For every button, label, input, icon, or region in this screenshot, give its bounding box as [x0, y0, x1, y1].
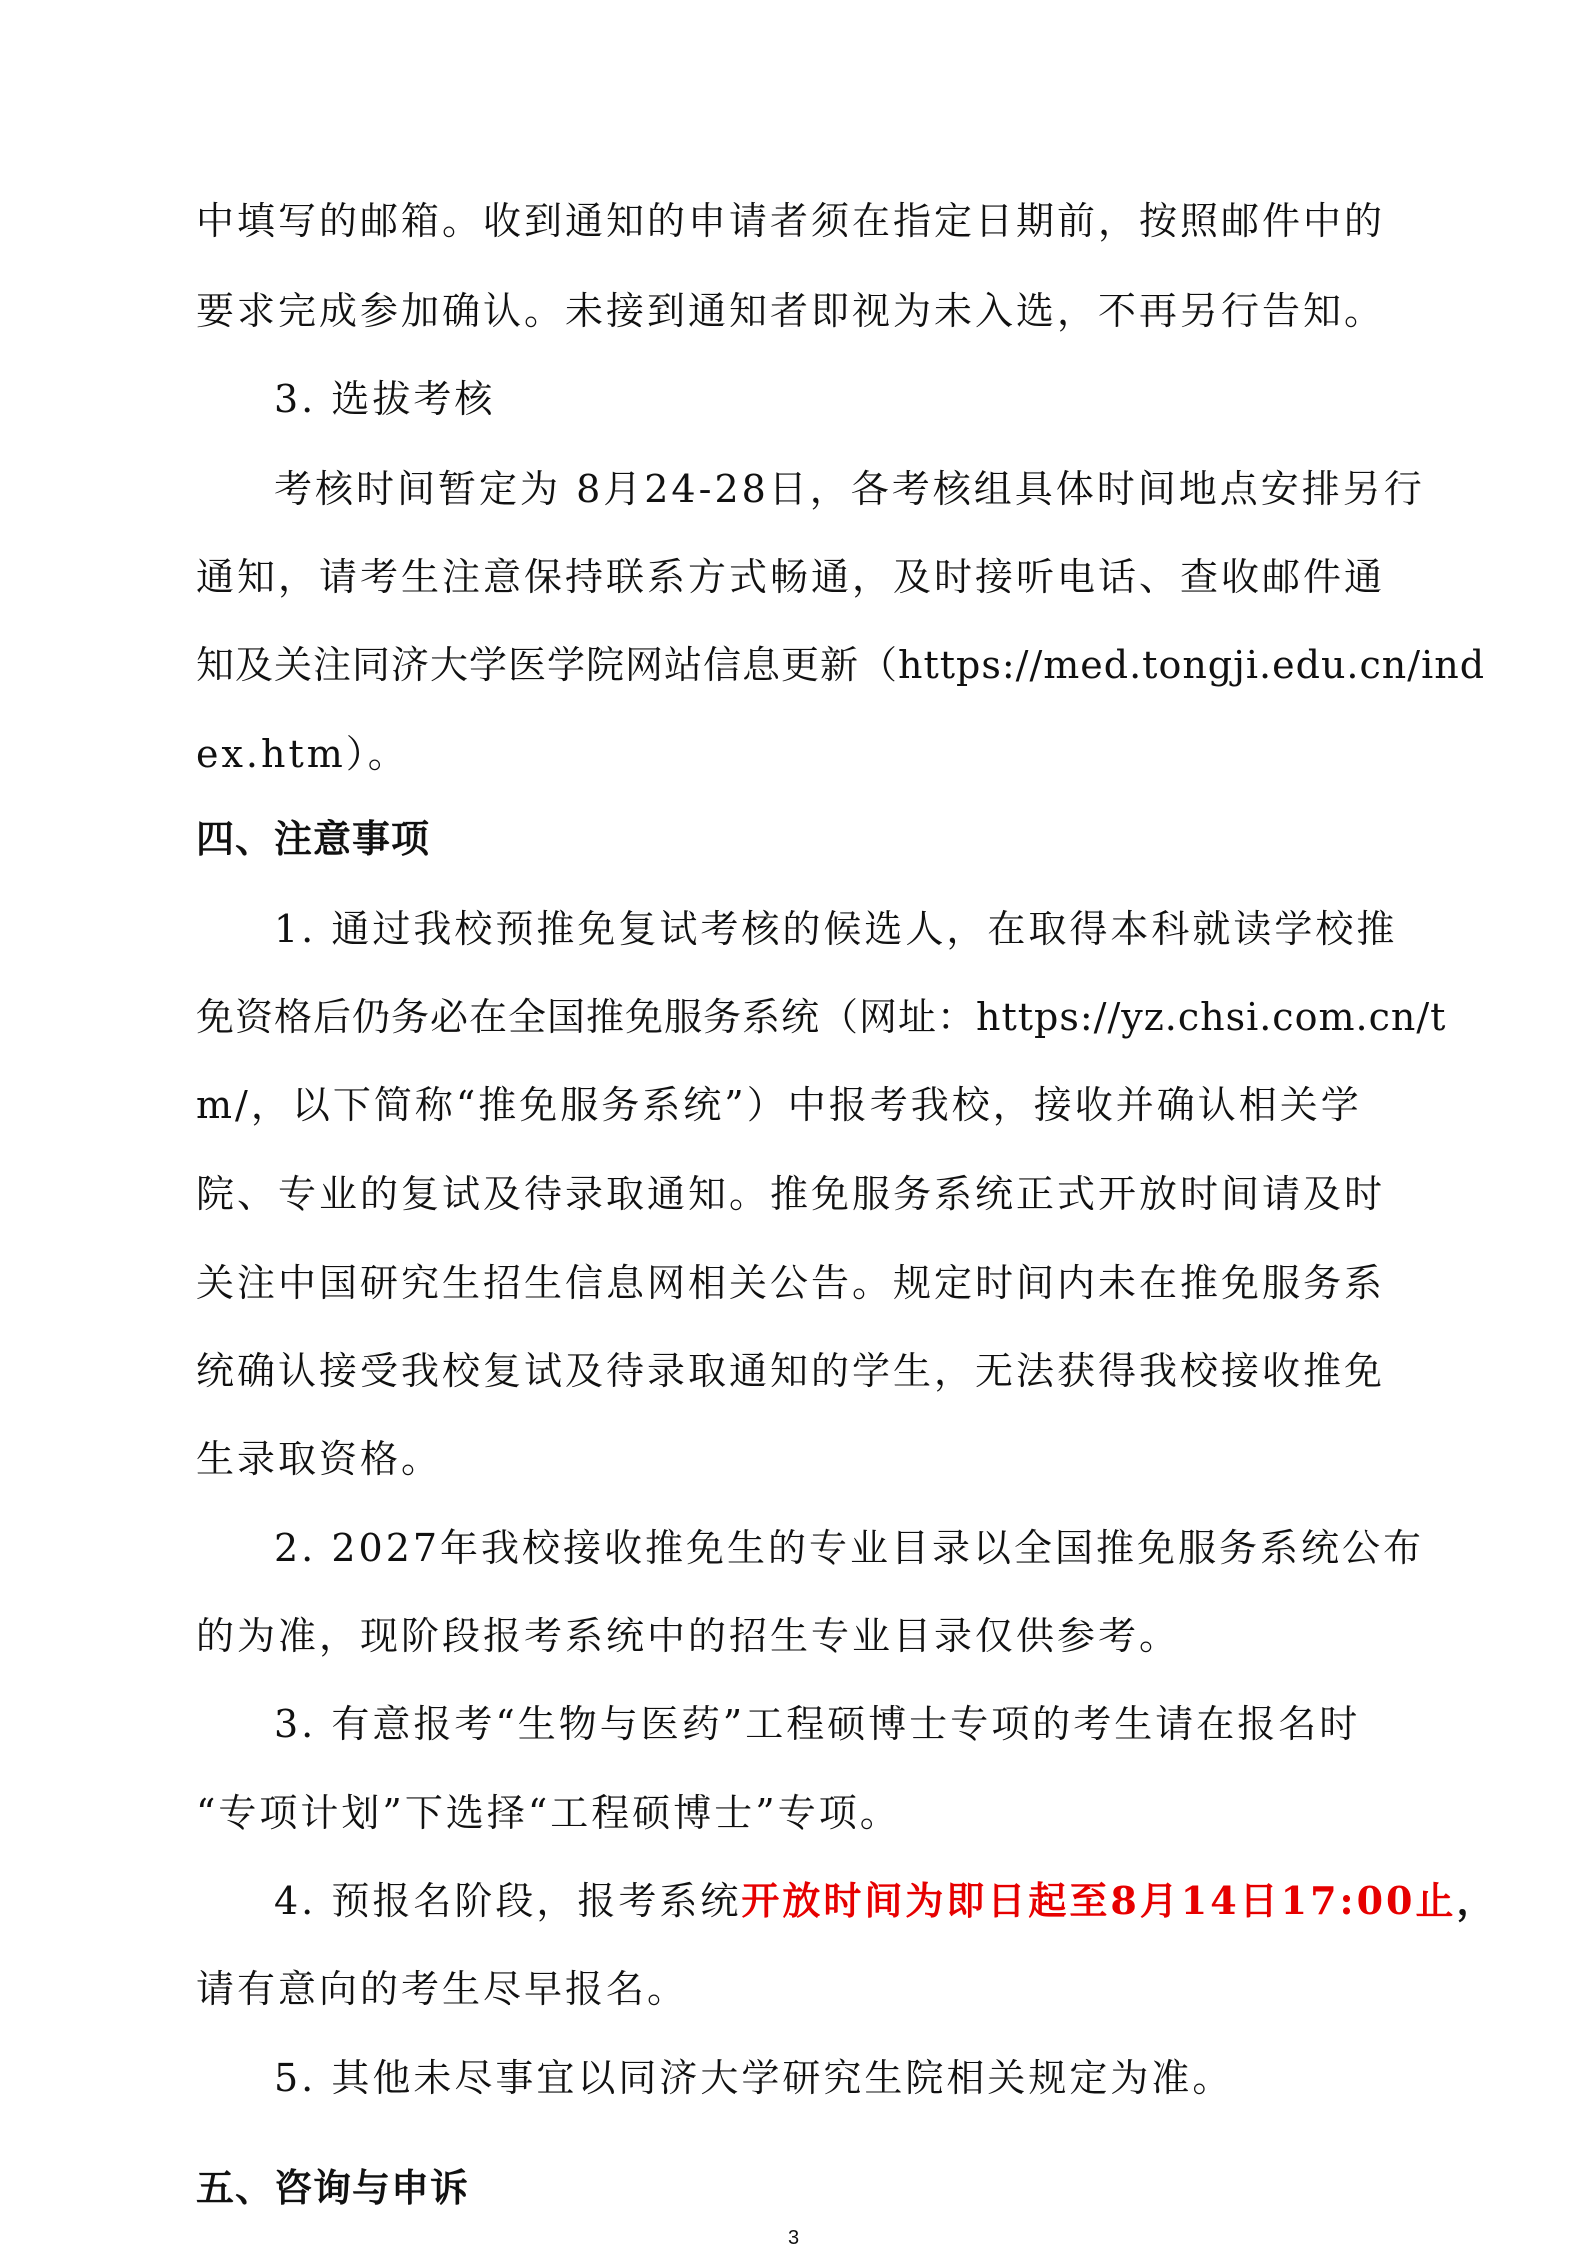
body-line: 中填写的邮箱。收到通知的申请者须在指定日期前，按照邮件中的: [196, 199, 1386, 243]
body-line: 关注中国研究生招生信息网相关公告。规定时间内未在推免服务系: [196, 1261, 1386, 1305]
body-line: 1. 通过我校预推免复试考核的候选人，在取得本科就读学校推: [274, 907, 1398, 951]
body-line: m/，以下简称“推免服务系统”）中报考我校，接收并确认相关学: [196, 1083, 1362, 1127]
body-line: 院、专业的复试及待录取通知。推免服务系统正式开放时间请及时: [196, 1172, 1386, 1216]
body-line: 3. 有意报考“生物与医药”工程硕博士专项的考生请在报名时: [274, 1702, 1361, 1746]
section-heading: 四、注意事项: [196, 817, 431, 861]
body-line: 5. 其他未尽事宜以同济大学研究生院相关规定为准。: [274, 2056, 1234, 2100]
body-line: ex.htm）。: [196, 732, 409, 776]
body-line: 2. 2027年我校接收推免生的专业目录以全国推免服务系统公布: [274, 1526, 1425, 1570]
body-line: “专项计划”下选择“工程硕博士”专项。: [196, 1791, 901, 1835]
body-line: 通知，请考生注意保持联系方式畅通，及时接听电话、查收邮件通: [196, 555, 1386, 599]
page-number: 3: [787, 2227, 800, 2249]
highlighted-deadline: 开放时间为即日起至8月14日17:00止: [741, 1878, 1457, 1923]
body-line-with-highlight: [274, 1877, 1498, 1925]
body-text: 4. 预报名阶段，报考系统: [274, 1879, 742, 1923]
body-line: 生录取资格。: [196, 1437, 443, 1481]
subsection-title: 3. 选拔考核: [274, 377, 496, 421]
body-line: 考核时间暂定为 8月24-28日，各考核组具体时间地点安排另行: [274, 467, 1425, 511]
body-line: 的为准，现阶段报考系统中的招生专业目录仅供参考。: [196, 1614, 1181, 1658]
body-line: 要求完成参加确认。未接到通知者即视为未入选，不再另行告知。: [196, 289, 1386, 333]
body-line: 请有意向的考生尽早报名。: [196, 1967, 689, 2011]
section-heading: 五、咨询与申诉: [196, 2166, 470, 2210]
body-line: 免资格后仍务必在全国推免服务系统（网址：https://yz.chsi.com.cn/t: [196, 995, 1447, 1039]
body-line: 知及关注同济大学医学院网站信息更新（https://med.tongji.edu.cn/ind: [196, 643, 1486, 687]
body-line: 统确认接受我校复试及待录取通知的学生，无法获得我校接收推免: [196, 1349, 1386, 1393]
body-text: ，: [1456, 1878, 1498, 1923]
